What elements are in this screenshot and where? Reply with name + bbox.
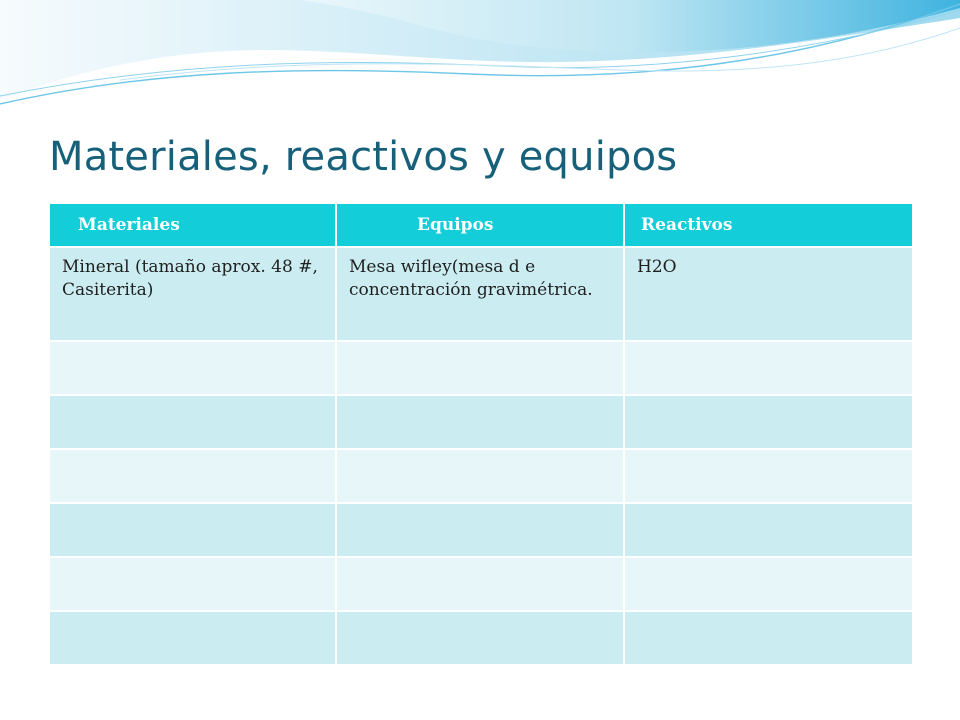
table-cell [624,449,913,503]
table-cell [624,503,913,557]
table-cell [336,341,624,395]
table-row [49,611,913,665]
table-cell [49,395,336,449]
table-cell [336,395,624,449]
table-cell: H2O [624,247,913,341]
table-row [49,449,913,503]
table-row [49,247,913,341]
table-cell [624,611,913,665]
table-cell [624,557,913,611]
table-row [49,395,913,449]
table-row [49,557,913,611]
table-cell [49,611,336,665]
table-cell [336,611,624,665]
table-row [49,503,913,557]
table-cell [336,503,624,557]
column-header-equipos: Equipos [336,203,624,247]
table-cell [49,341,336,395]
table-cell [624,341,913,395]
table-cell [336,449,624,503]
decorative-wave-banner [0,0,960,120]
table-cell [624,395,913,449]
table-cell: Mesa wifley(mesa d e concentración gravimétrica. [336,247,624,341]
table-cell [49,503,336,557]
slide-title: Materiales, reactivos y equipos [49,134,678,180]
table-header-row [49,203,913,247]
materials-table [48,202,914,666]
table-cell [49,557,336,611]
column-header-materiales: Materiales [49,203,336,247]
column-header-reactivos: Reactivos [624,203,913,247]
table-cell [49,449,336,503]
table-cell: Mineral (tamaño aprox. 48 #, Casiterita) [49,247,336,341]
table-row [49,341,913,395]
table-cell [336,557,624,611]
